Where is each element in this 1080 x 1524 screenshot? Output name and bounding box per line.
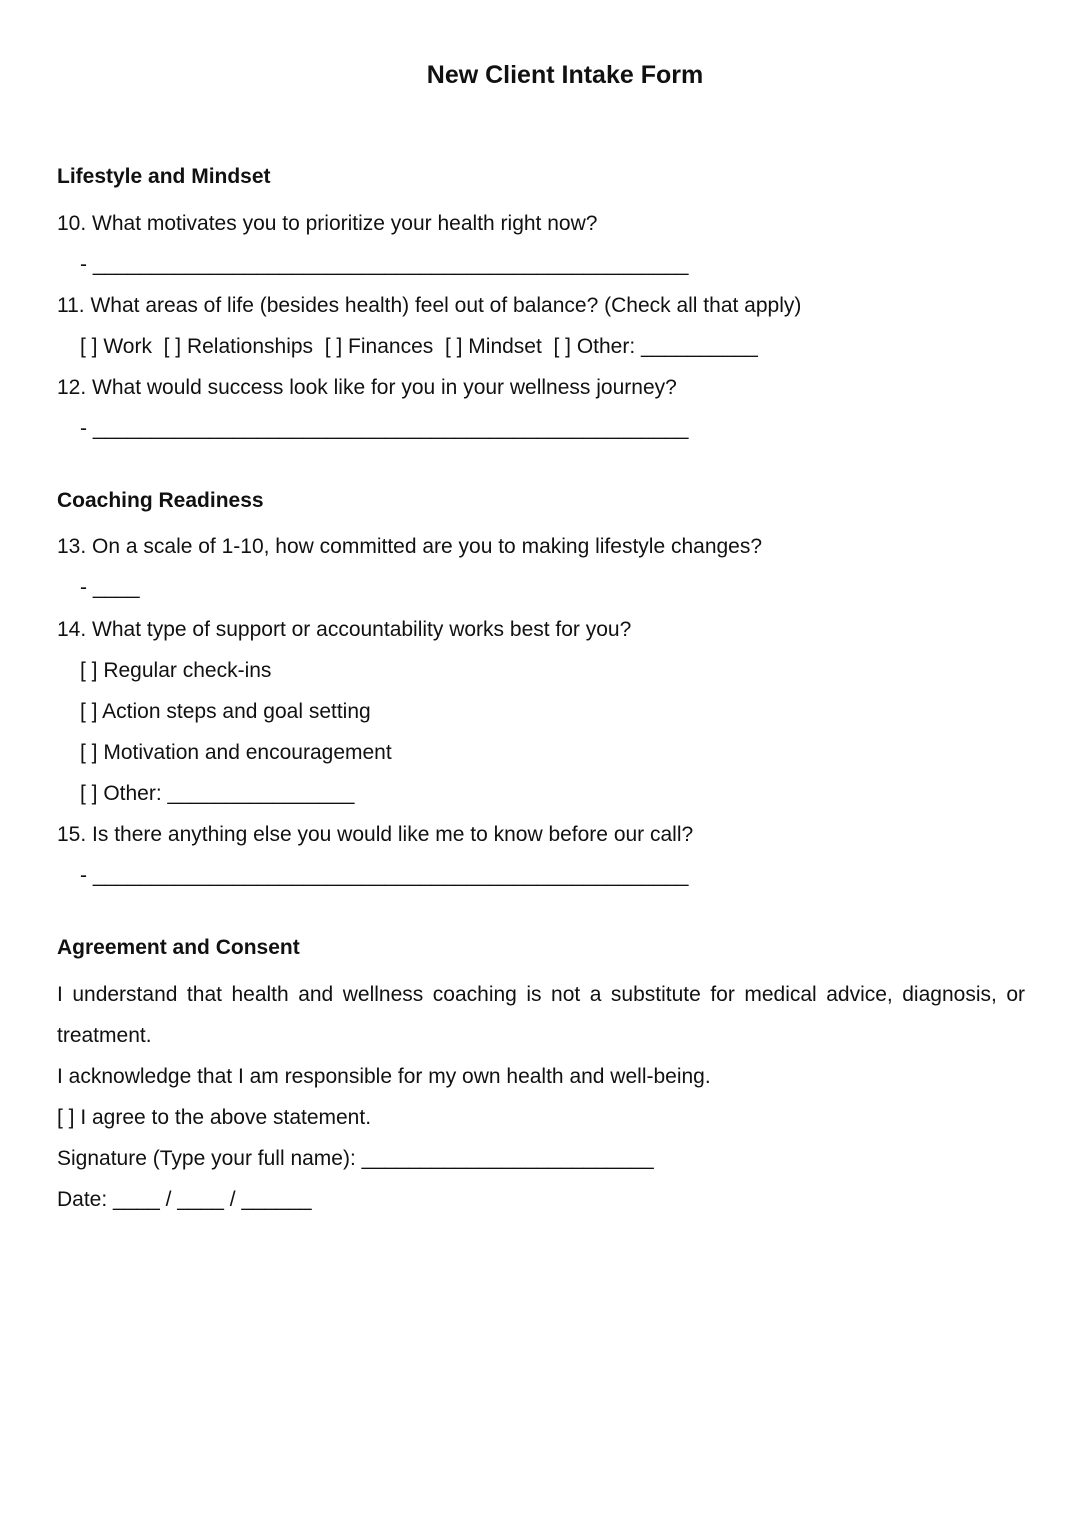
question-12: 12. What would success look like for you in your wellness journey? xyxy=(57,376,677,399)
answer-field-13[interactable]: - ____ xyxy=(80,576,140,599)
checkbox-finances[interactable]: [ ] Finances xyxy=(324,335,434,358)
checkbox-support-other[interactable]: [ ] Other: ________________ xyxy=(80,782,355,805)
section-heading-agreement: Agreement and Consent xyxy=(57,936,300,959)
checkbox-other[interactable]: [ ] Other: __________ xyxy=(553,335,758,358)
checkbox-work[interactable]: [ ] Work xyxy=(80,335,152,358)
checkbox-action-steps[interactable]: [ ] Action steps and goal setting xyxy=(80,700,371,723)
question-13: 13. On a scale of 1-10, how committed are you to making lifestyle changes? xyxy=(57,535,763,558)
answer-field-10[interactable]: - ___________________________________________________ xyxy=(80,253,689,276)
question-15: 15. Is there anything else you would like me to know before our call? xyxy=(57,823,694,846)
signature-field[interactable]: Signature (Type your full name): _________________________ xyxy=(57,1147,654,1170)
question-10: 10. What motivates you to prioritize your health right now? xyxy=(57,212,598,235)
checkbox-motivation[interactable]: [ ] Motivation and encouragement xyxy=(80,741,392,764)
answer-field-15[interactable]: - ___________________________________________________ xyxy=(80,864,689,887)
answer-field-12[interactable]: - ___________________________________________________ xyxy=(80,417,689,440)
agreement-statement-1: I understand that health and wellness coaching is not a substitute for medical advice, diagnosis, or treatment. xyxy=(57,983,1025,1047)
form-title: New Client Intake Form xyxy=(426,61,704,89)
date-field[interactable]: Date: ____ / ____ / ______ xyxy=(57,1188,312,1211)
agree-checkbox[interactable]: [ ] I agree to the above statement. xyxy=(57,1106,372,1129)
checkbox-regular-check-ins[interactable]: [ ] Regular check-ins xyxy=(80,659,272,682)
agreement-statement-2: I acknowledge that I am responsible for my own health and well-being. xyxy=(57,1065,711,1088)
question-11-options xyxy=(80,334,758,360)
checkbox-relationships[interactable]: [ ] Relationships xyxy=(163,335,314,358)
section-heading-lifestyle: Lifestyle and Mindset xyxy=(57,165,271,188)
section-heading-coaching: Coaching Readiness xyxy=(57,489,264,512)
question-14: 14. What type of support or accountability works best for you? xyxy=(57,618,632,641)
question-11: 11. What areas of life (besides health) feel out of balance? (Check all that apply) xyxy=(57,294,802,317)
checkbox-mindset[interactable]: [ ] Mindset xyxy=(444,335,542,358)
